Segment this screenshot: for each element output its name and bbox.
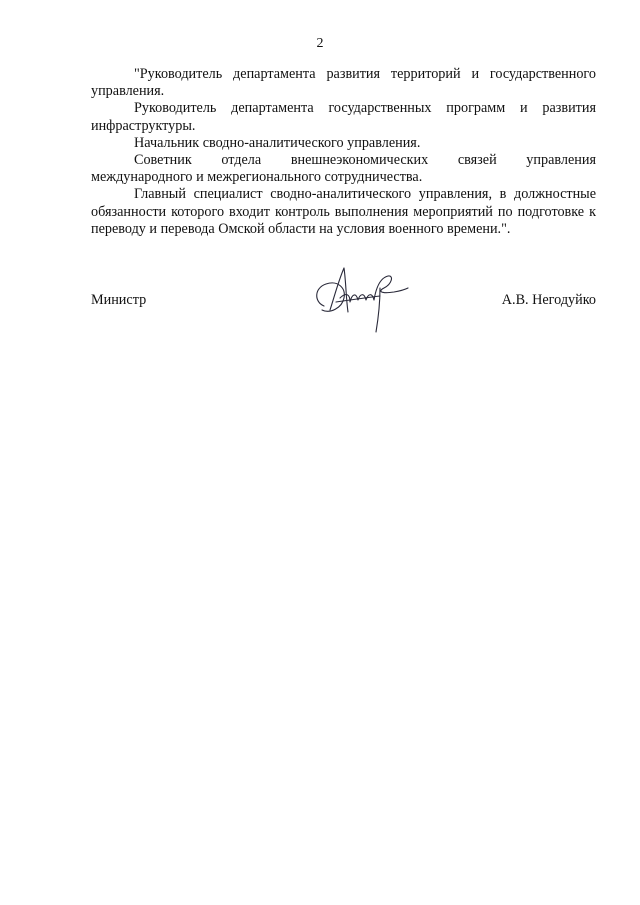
signature-row: [91, 292, 596, 312]
paragraph-5: Главный специалист сводно-аналитического управления, в должностные обязанности которого входит контроль выполнения мероприятий по подготовке к переводу и перевода Омской области на условия военного времени.".: [91, 186, 596, 237]
page-number: 2: [316, 36, 324, 51]
paragraph-1: "Руководитель департамента развития территорий и государственного управления.: [91, 66, 596, 100]
paragraph-2: Руководитель департамента государственных программ и развития инфраструктуры.: [91, 100, 596, 134]
signer-title: Министр: [91, 292, 147, 308]
signer-name: А.В. Негодуйко: [501, 292, 596, 308]
document-body: [91, 66, 596, 238]
paragraph-4: Советник отдела внешнеэкономических связей управления международного и межрегионального сотрудничества.: [91, 152, 596, 186]
paragraph-3: Начальник сводно-аналитического управления.: [134, 134, 421, 151]
